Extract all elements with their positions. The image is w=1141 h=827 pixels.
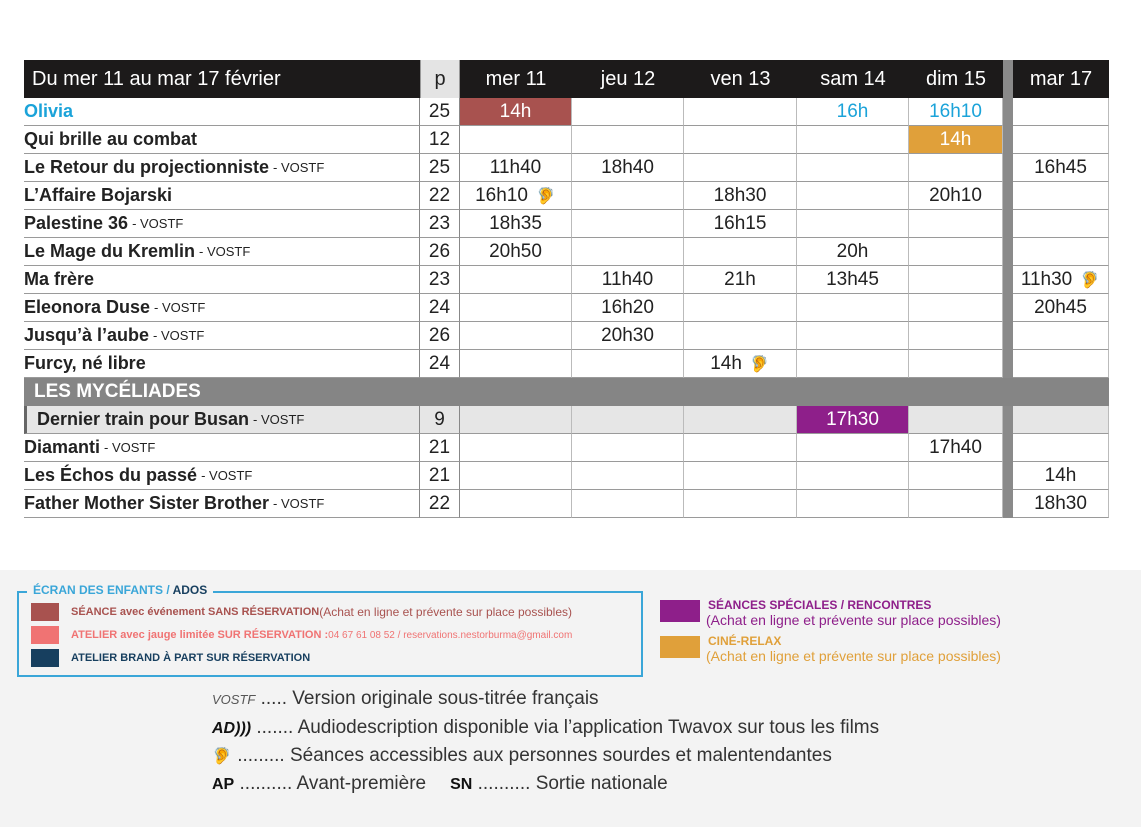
showtime-cell: [684, 126, 797, 154]
caption-text: ÉCRAN DES ENFANTS /: [33, 583, 173, 597]
caption-ados: ADOS: [172, 583, 208, 597]
legend-note: 04 67 61 08 52 / reservations.nestorburma@gmail.com: [328, 629, 573, 641]
showtime: 16h15: [713, 212, 767, 234]
showtime-cell: [460, 98, 572, 126]
showtime-cell: [1013, 350, 1109, 378]
column-separator: [1003, 98, 1013, 126]
showtime-cell: [460, 210, 572, 238]
showtime-cell: [684, 98, 797, 126]
showtime-cell: [572, 322, 684, 350]
film-title: [24, 434, 420, 462]
showtime: 13h45: [826, 268, 879, 290]
showtime-cell: [572, 182, 684, 210]
day-header: mar 17: [1013, 60, 1109, 98]
day-header: jeu 12: [572, 60, 684, 98]
showtime-cell: [797, 154, 909, 182]
showtime-cell: [797, 462, 909, 490]
legend-label: SÉANCES SPÉCIALES / RENCONTRES: [708, 598, 932, 612]
key-text: Sortie nationale: [535, 773, 668, 794]
film-title: [24, 182, 420, 210]
showtime-cell: [572, 490, 684, 518]
vostf-tag: - VOSTF: [273, 160, 325, 175]
showtime: 14h: [939, 128, 972, 150]
showtime-cell: [684, 154, 797, 182]
dots: .......: [251, 717, 298, 738]
showtime-cell: [909, 238, 1003, 266]
screen-count: 24: [420, 350, 460, 378]
legend-atelier: [31, 626, 572, 644]
showtime-cell: [460, 294, 572, 322]
showtime-cell: [572, 294, 684, 322]
film-title: [24, 350, 420, 378]
showtime-cell: [1013, 490, 1109, 518]
legend-label: CINÉ-RELAX: [708, 634, 782, 648]
showtime-cell: [684, 266, 797, 294]
showtime-cell: [797, 490, 909, 518]
showtime-cell: [460, 266, 572, 294]
showtime-cell: [909, 154, 1003, 182]
column-separator: [1003, 154, 1013, 182]
showtime-cell: [684, 238, 797, 266]
showtime: 16h45: [1034, 156, 1087, 178]
hearing-icon: 🦻: [1080, 271, 1101, 289]
film-title-text: Ma frère: [24, 269, 95, 289]
column-separator: [1003, 60, 1013, 98]
showtime-cell: [1013, 126, 1109, 154]
film-title-text: Qui brille au combat: [24, 129, 198, 149]
showtime: 18h30: [1034, 492, 1087, 514]
showtime: 18h35: [489, 212, 542, 234]
showtime-cell: [572, 210, 684, 238]
showtime-cell: [909, 434, 1003, 462]
showtime-cell: [1013, 406, 1109, 434]
column-separator: [1003, 434, 1013, 462]
vostf-label: VOSTF: [212, 692, 256, 707]
film-title: [24, 98, 420, 126]
showtime-cell: [909, 126, 1003, 154]
showtime-cell: [1013, 294, 1109, 322]
showtime-cell: [460, 238, 572, 266]
showtime: 20h10: [929, 184, 982, 206]
showtime-cell: [1013, 322, 1109, 350]
film-title: [24, 126, 420, 154]
key-text: Audiodescription disponible via l’application Twavox sur tous les films: [297, 717, 880, 738]
showtime-cell: [909, 182, 1003, 210]
hearing-icon: 🦻: [749, 355, 770, 373]
showtime-cell: [1013, 182, 1109, 210]
dots: ..........: [472, 773, 536, 794]
showtime: 18h30: [713, 184, 767, 206]
dots: .....: [255, 688, 293, 709]
vostf-tag: - VOSTF: [199, 244, 251, 259]
legend-note: (Achat en ligne et prévente sur place possibles): [319, 605, 573, 619]
swatch: [31, 649, 59, 667]
legend-note: (Achat en ligne et prévente sur place possibles): [706, 648, 1001, 664]
showtime-cell: [1013, 210, 1109, 238]
showtime-cell: [797, 434, 909, 462]
film-title-text: Le Retour du projectionniste: [24, 157, 270, 177]
legend-note: (Achat en ligne et prévente sur place possibles): [706, 612, 1001, 628]
showtime-cell: [460, 322, 572, 350]
showtime-cell: [460, 154, 572, 182]
column-separator: [1003, 406, 1013, 434]
film-title: [24, 266, 420, 294]
film-title: [24, 154, 420, 182]
sn-label: SN: [450, 776, 473, 793]
showtime-cell: [909, 98, 1003, 126]
screen-count: 21: [420, 462, 460, 490]
showtime-cell: [909, 210, 1003, 238]
screen-count: 26: [420, 238, 460, 266]
showtime-cell: [572, 238, 684, 266]
film-title-text: L’Affaire Bojarski: [24, 185, 173, 205]
screen-count: 22: [420, 182, 460, 210]
showtime-cell: [1013, 266, 1109, 294]
column-separator: [1003, 294, 1013, 322]
screen-count: 23: [420, 266, 460, 294]
showtime-cell: [684, 182, 797, 210]
film-title-text: Olivia: [24, 101, 74, 121]
film-title: [24, 490, 420, 518]
showtime-cell: [797, 126, 909, 154]
film-title-text: Eleonora Duse: [24, 297, 151, 317]
swatch: [31, 626, 59, 644]
showtime: 16h10: [475, 184, 528, 206]
audiodescription-icon: AD))): [212, 720, 252, 737]
showtime: 21h: [724, 268, 756, 290]
showtime-cell: [909, 490, 1003, 518]
film-title-text: Les Échos du passé: [24, 465, 198, 485]
showtime-cell: [460, 350, 572, 378]
showtime: 20h45: [1034, 296, 1087, 318]
screen-count: 24: [420, 294, 460, 322]
key-vostf: [212, 688, 599, 710]
showtime: 16h20: [601, 296, 654, 318]
key-text: Séances accessibles aux personnes sourdes et malentendantes: [290, 745, 832, 766]
showtime: 16h10: [929, 100, 982, 122]
vostf-tag: - VOSTF: [153, 328, 205, 343]
showtime-cell: [909, 266, 1003, 294]
showtime: 14h: [710, 352, 742, 374]
swatch: [31, 603, 59, 621]
showtime-cell: [684, 210, 797, 238]
screen-count: 26: [420, 322, 460, 350]
legend-label: SÉANCE avec événement SANS RÉSERVATION: [71, 606, 320, 618]
showtime: 11h40: [601, 268, 654, 290]
dots: .........: [231, 745, 290, 766]
hearing-icon: 🦻: [212, 748, 232, 765]
film-title: [24, 322, 420, 350]
showtime: 20h50: [489, 240, 542, 262]
p-header: p: [420, 60, 460, 98]
showtime-cell: [572, 462, 684, 490]
showtime: 18h40: [601, 156, 654, 178]
legend-brand: [31, 649, 310, 667]
day-header: mer 11: [460, 60, 572, 98]
showtime-cell: [684, 406, 797, 434]
showtime-cell: [572, 154, 684, 182]
showtime: 17h30: [826, 408, 879, 430]
showtime-cell: [572, 126, 684, 154]
showtime-cell: [684, 294, 797, 322]
vostf-tag: - VOSTF: [201, 468, 253, 483]
showtime-cell: [797, 98, 909, 126]
film-title: [24, 462, 420, 490]
dots: ..........: [234, 773, 297, 794]
film-title: [24, 294, 420, 322]
showtime-cell: [1013, 238, 1109, 266]
showtime: 16h: [836, 100, 869, 122]
film-title: [24, 238, 420, 266]
key-text: Version originale sous-titrée français: [292, 688, 599, 709]
column-separator: [1003, 210, 1013, 238]
legend-seance: [31, 603, 572, 621]
vostf-tag: - VOSTF: [104, 440, 156, 455]
showtime-cell: [684, 462, 797, 490]
showtime-cell: [797, 406, 909, 434]
film-title: [24, 210, 420, 238]
showtime: 20h30: [601, 324, 654, 346]
swatch: [660, 600, 700, 622]
column-separator: [1003, 238, 1013, 266]
showtime-cell: [460, 406, 572, 434]
column-separator: [1003, 490, 1013, 518]
showtime-cell: [797, 238, 909, 266]
key-hearing: [212, 745, 832, 767]
week-title: Du mer 11 au mar 17 février: [24, 60, 420, 98]
day-header: sam 14: [797, 60, 909, 98]
showtime-cell: [572, 406, 684, 434]
film-title-text: Diamanti: [24, 437, 101, 457]
showtime: 11h40: [489, 156, 542, 178]
showtime-cell: [460, 490, 572, 518]
key-ad: [212, 717, 879, 739]
screen-count: 23: [420, 210, 460, 238]
showtime-cell: [1013, 98, 1109, 126]
showtime-cell: [684, 322, 797, 350]
showtime-cell: [909, 350, 1003, 378]
ap-label: AP: [212, 776, 235, 793]
column-separator: [1003, 350, 1013, 378]
showtime-cell: [909, 406, 1003, 434]
showtime-cell: [460, 434, 572, 462]
showtime-cell: [572, 350, 684, 378]
showtime-cell: [797, 294, 909, 322]
legend-label: ATELIER BRAND À PART SUR RÉSERVATION: [71, 652, 311, 664]
column-separator: [1003, 322, 1013, 350]
film-title-text: Le Mage du Kremlin: [24, 241, 196, 261]
showtime-cell: [460, 126, 572, 154]
screen-count: 25: [420, 154, 460, 182]
column-separator: [1003, 462, 1013, 490]
kids-legend-caption: [27, 583, 213, 597]
film-title-text: Furcy, né libre: [24, 353, 146, 373]
showtime-cell: [797, 210, 909, 238]
showtime-cell: [909, 294, 1003, 322]
showtime: 14h: [1044, 464, 1077, 486]
showtime-cell: [460, 462, 572, 490]
showtime-cell: [684, 434, 797, 462]
film-title-text: Dernier train pour Busan: [37, 409, 250, 429]
showtime: 14h: [499, 100, 532, 122]
showtime-cell: [797, 350, 909, 378]
schedule-table: [24, 60, 1109, 518]
legend-label: ATELIER avec jauge limitée SUR RÉSERVATION :: [71, 629, 329, 641]
showtime-cell: [797, 322, 909, 350]
vostf-tag: - VOSTF: [132, 216, 184, 231]
screen-count: 9: [420, 406, 460, 434]
vostf-tag: - VOSTF: [154, 300, 206, 315]
showtime-cell: [909, 322, 1003, 350]
screen-count: 25: [420, 98, 460, 126]
showtime: 17h40: [929, 436, 982, 458]
screen-count: 21: [420, 434, 460, 462]
showtime-cell: [909, 462, 1003, 490]
column-separator: [1003, 266, 1013, 294]
film-title-text: Palestine 36: [24, 213, 129, 233]
day-header: ven 13: [684, 60, 797, 98]
screen-count: 22: [420, 490, 460, 518]
showtime-cell: [684, 350, 797, 378]
showtime-cell: [1013, 434, 1109, 462]
showtime-cell: [1013, 462, 1109, 490]
showtime-cell: [572, 98, 684, 126]
film-title-text: Father Mother Sister Brother: [24, 493, 270, 513]
showtime-cell: [1013, 154, 1109, 182]
showtime-cell: [460, 182, 572, 210]
column-separator: [1003, 126, 1013, 154]
key-ap-sn: [212, 773, 668, 795]
column-separator: [1003, 182, 1013, 210]
showtime-cell: [572, 434, 684, 462]
section-header: LES MYCÉLIADES: [24, 378, 1109, 406]
film-title-text: Jusqu’à l’aube: [24, 325, 150, 345]
showtime-cell: [797, 182, 909, 210]
showtime: 20h: [836, 240, 869, 262]
vostf-tag: - VOSTF: [273, 496, 325, 511]
kids-legend: [17, 583, 643, 677]
showtime-cell: [572, 266, 684, 294]
showtime-cell: [684, 490, 797, 518]
vostf-tag: - VOSTF: [253, 412, 305, 427]
key-text: Avant-première: [296, 773, 427, 794]
film-title: [24, 406, 420, 434]
showtime: 11h30: [1020, 268, 1073, 290]
showtime-cell: [797, 266, 909, 294]
screen-count: 12: [420, 126, 460, 154]
swatch: [660, 636, 700, 658]
hearing-icon: 🦻: [535, 187, 556, 205]
day-header: dim 15: [909, 60, 1003, 98]
